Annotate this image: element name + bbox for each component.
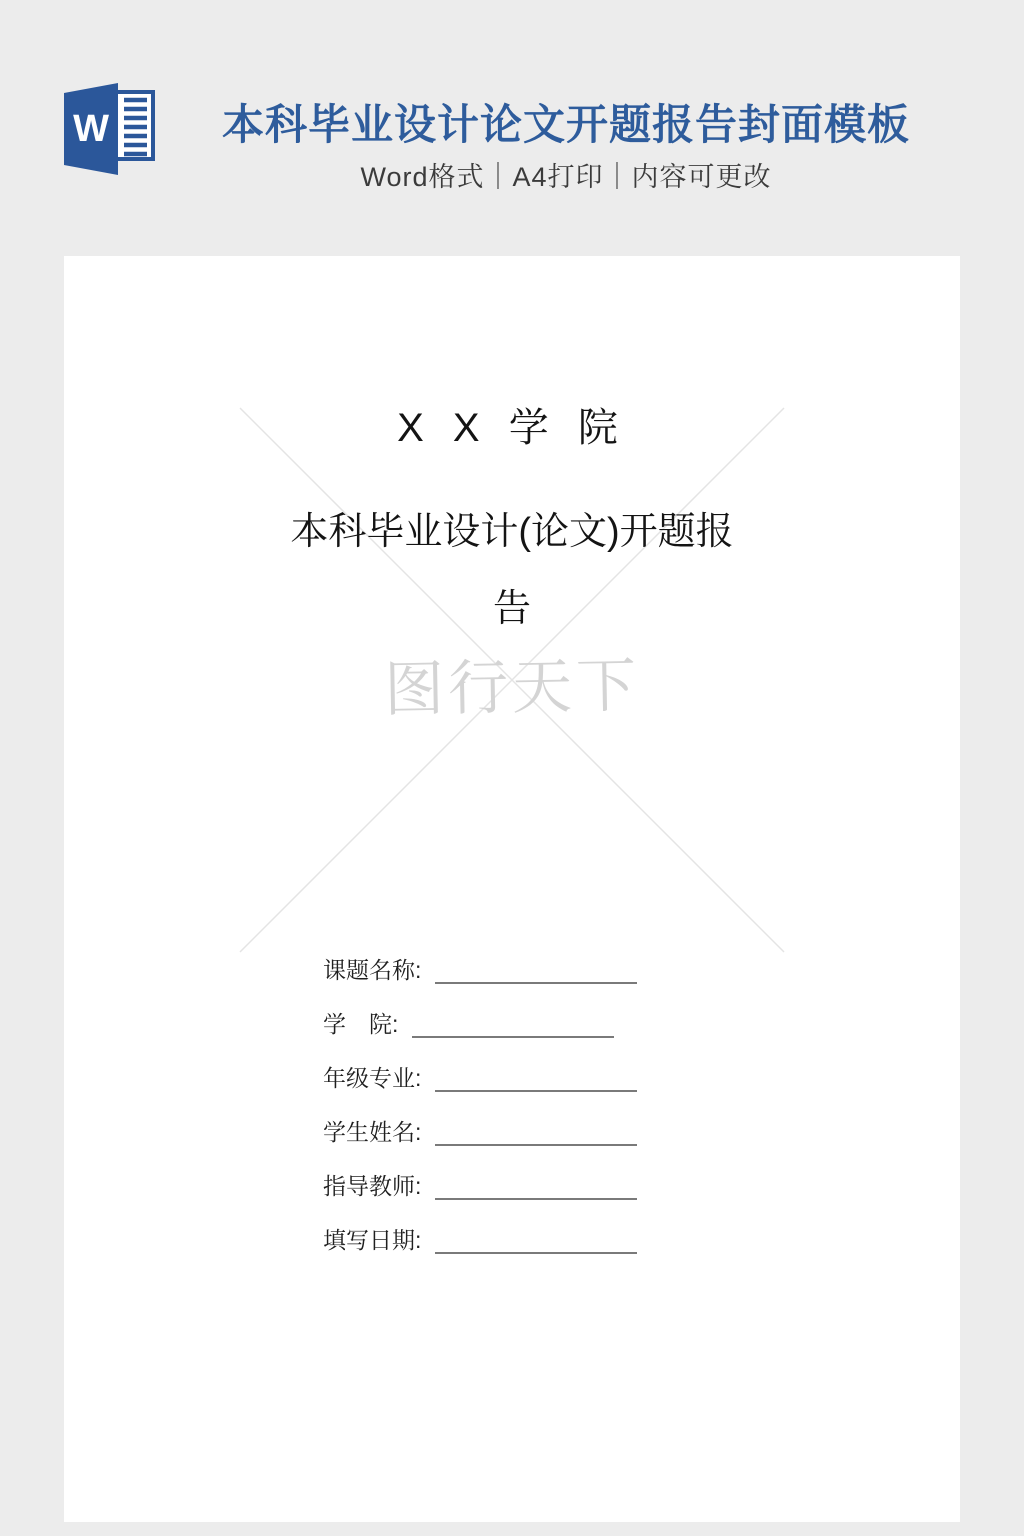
field-underline [435,1226,637,1254]
field-row-grade-major [323,1064,637,1092]
report-title [64,494,960,648]
field-label: 学 院: [323,1011,399,1037]
field-row-date [323,1226,637,1254]
field-underline [435,1118,637,1146]
school-name: X X 学 院 [397,406,627,450]
field-label: 课题名称: [323,957,422,983]
word-icon-letter: W [73,108,109,150]
field-label: 指导教师: [323,1173,422,1199]
field-underline [435,1172,637,1200]
field-row-college [323,1010,637,1038]
field-row-advisor [323,1172,637,1200]
page-title: 本科毕业设计论文开题报告封面模板 [221,101,910,148]
field-underline [435,956,637,984]
field-underline [435,1064,637,1092]
field-row-topic [323,956,637,984]
site-header [0,0,1024,256]
header-subtitle: Word格式｜A4打印｜内容可更改 [360,162,772,192]
field-row-student-name [323,1118,637,1146]
field-label: 学生姓名: [323,1119,422,1145]
report-title-line2: 告 [492,588,531,630]
field-underline [412,1010,614,1038]
cover-form [323,956,637,1280]
field-label: 年级专业: [323,1065,422,1091]
field-label: 填写日期: [323,1227,422,1253]
report-title-line1: 本科毕业设计(论文)开题报 [290,511,734,553]
watermark-text: 图行天下 [383,651,641,724]
document-page [64,256,960,1522]
